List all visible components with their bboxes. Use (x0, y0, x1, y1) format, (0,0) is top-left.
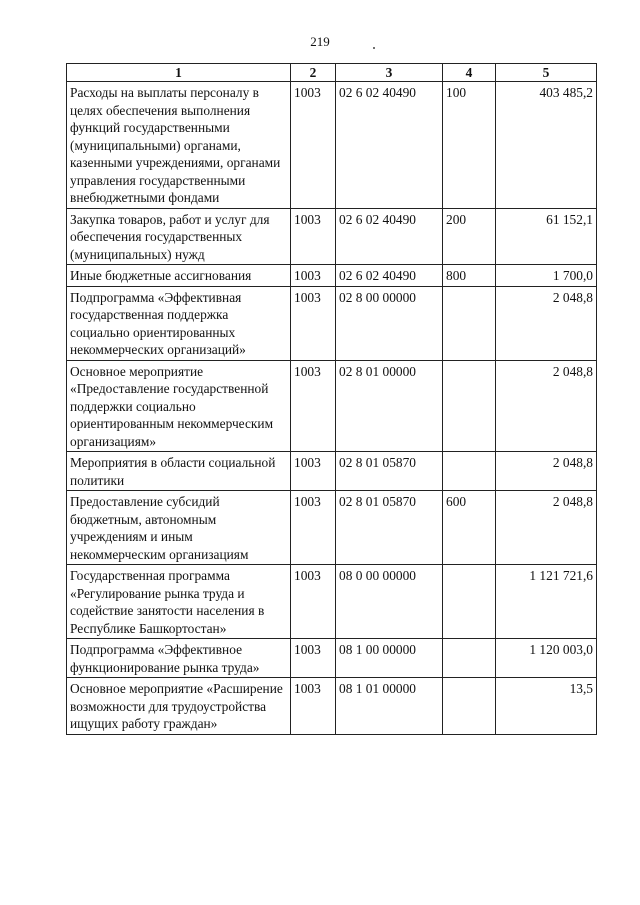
scan-speck (373, 47, 375, 49)
row-target: 02 6 02 40490 (336, 208, 443, 265)
row-target: 02 8 01 00000 (336, 360, 443, 452)
header-col-5: 5 (496, 64, 597, 82)
row-section: 1003 (291, 491, 336, 565)
row-name: Основное мероприятие «Предоставление государственной поддержки социально ориентированным некоммерческим организациям» (67, 360, 291, 452)
header-col-2: 2 (291, 64, 336, 82)
row-name: Предоставление субсидий бюджетным, автономным учреждениям и иным некоммерческим организациям (67, 491, 291, 565)
row-name: Закупка товаров, работ и услуг для обеспечения государственных (муниципальных) нужд (67, 208, 291, 265)
header-col-3: 3 (336, 64, 443, 82)
row-type (443, 360, 496, 452)
row-section: 1003 (291, 82, 336, 209)
row-type: 100 (443, 82, 496, 209)
row-section: 1003 (291, 678, 336, 735)
header-col-1: 1 (67, 64, 291, 82)
row-target: 08 1 01 00000 (336, 678, 443, 735)
row-amount: 2 048,8 (496, 452, 597, 491)
row-amount: 2 048,8 (496, 286, 597, 360)
row-amount: 1 120 003,0 (496, 639, 597, 678)
table-row (67, 265, 597, 287)
row-name: Подпрограмма «Эффективная государственная поддержка социально ориентированных некоммерческих организаций» (67, 286, 291, 360)
row-name: Мероприятия в области социальной политики (67, 452, 291, 491)
row-target: 08 0 00 00000 (336, 565, 443, 639)
row-section: 1003 (291, 286, 336, 360)
table-row (67, 208, 597, 265)
table-row (67, 678, 597, 735)
row-target: 02 8 01 05870 (336, 452, 443, 491)
row-target: 02 6 02 40490 (336, 82, 443, 209)
row-amount: 2 048,8 (496, 491, 597, 565)
row-name: Подпрограмма «Эффективное функционирование рынка труда» (67, 639, 291, 678)
page-number: 219 (310, 34, 330, 49)
row-section: 1003 (291, 265, 336, 287)
table-row (67, 360, 597, 452)
row-section: 1003 (291, 360, 336, 452)
table-row (67, 565, 597, 639)
row-amount: 1 121 721,6 (496, 565, 597, 639)
row-name: Основное мероприятие «Расширение возможности для трудоустройства ищущих работу граждан» (67, 678, 291, 735)
row-type (443, 678, 496, 735)
row-type: 800 (443, 265, 496, 287)
row-target: 02 6 02 40490 (336, 265, 443, 287)
row-target: 02 8 00 00000 (336, 286, 443, 360)
row-amount: 403 485,2 (496, 82, 597, 209)
row-section: 1003 (291, 565, 336, 639)
row-type (443, 565, 496, 639)
row-type (443, 452, 496, 491)
row-name: Иные бюджетные ассигнования (67, 265, 291, 287)
budget-table (66, 63, 597, 735)
table-row (67, 452, 597, 491)
row-amount: 1 700,0 (496, 265, 597, 287)
table-header-row (67, 64, 597, 82)
table-row (67, 491, 597, 565)
row-amount: 13,5 (496, 678, 597, 735)
row-section: 1003 (291, 639, 336, 678)
row-name: Государственная программа «Регулирование рынка труда и содействие занятости населения в Республике Башкортостан» (67, 565, 291, 639)
header-col-4: 4 (443, 64, 496, 82)
row-amount: 2 048,8 (496, 360, 597, 452)
row-type: 200 (443, 208, 496, 265)
row-type (443, 639, 496, 678)
table-row (67, 286, 597, 360)
row-name: Расходы на выплаты персоналу в целях обеспечения выполнения функций государственными (муниципальными) органами, казенными учреждениями, органами управления государственными внебюджетными фондами (67, 82, 291, 209)
table-row (67, 82, 597, 209)
row-type (443, 286, 496, 360)
row-target: 02 8 01 05870 (336, 491, 443, 565)
row-type: 600 (443, 491, 496, 565)
table-row (67, 639, 597, 678)
row-section: 1003 (291, 452, 336, 491)
row-section: 1003 (291, 208, 336, 265)
row-target: 08 1 00 00000 (336, 639, 443, 678)
row-amount: 61 152,1 (496, 208, 597, 265)
